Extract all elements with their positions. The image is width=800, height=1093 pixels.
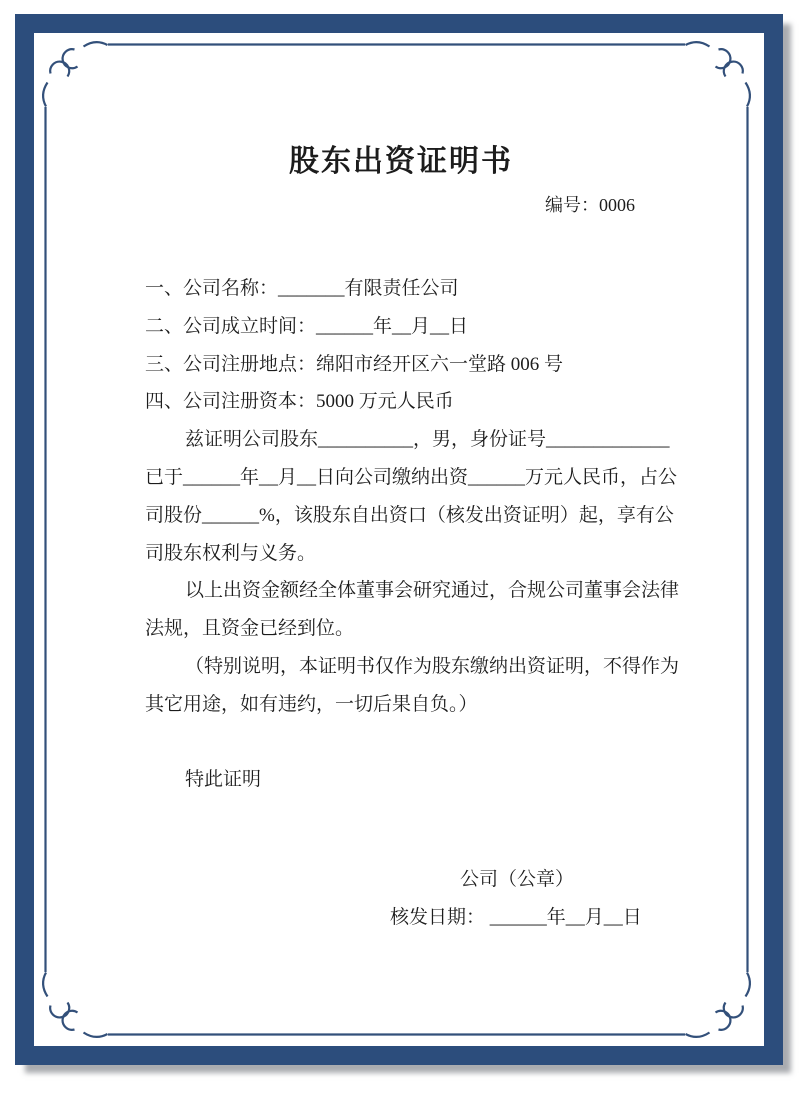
corner-flourish-icon: [686, 973, 750, 1037]
signature-block: [145, 861, 657, 937]
closing-statement: 特此证明: [185, 769, 262, 791]
item-establish-date: 二、公司成立时间：______年__月__日: [145, 315, 469, 337]
resolution-line: 法规，且资金已经到位。: [145, 618, 355, 640]
certificate-content: [145, 14, 680, 937]
special-note-line: 其它用途，如有违约，一切后果自负。）: [145, 693, 478, 715]
special-note-line: （特别说明，本证明书仅作为股东缴纳出资证明，不得作为: [185, 655, 680, 677]
item-registered-capital: 四、公司注册资本：5000 万元人民币: [145, 391, 454, 413]
document-title: 股东出资证明书: [289, 145, 513, 178]
certificate-body: [145, 270, 680, 799]
corner-flourish-icon: [43, 973, 107, 1037]
contribution-line: 兹证明公司股东__________，男，身份证号_____________: [185, 429, 670, 451]
company-seal-line: 公司（公章）: [460, 869, 575, 891]
corner-flourish-icon: [43, 42, 107, 106]
contribution-line: 已于______年__月__日向公司缴纳出资______万元人民币，占公: [145, 466, 678, 488]
corner-flourish-icon: [686, 42, 750, 106]
item-company-name: 一、公司名称：_______有限责任公司: [145, 278, 459, 299]
contribution-line: 司股东权利与义务。: [145, 542, 317, 564]
item-registered-address: 三、公司注册地点：绵阳市经开区六一堂路 006 号: [145, 353, 564, 375]
blank-line: [145, 724, 657, 762]
resolution-line: 以上出资金额经全体董事会研究通过，合规公司董事会法律: [185, 580, 680, 602]
contribution-line: 司股份______%，该股东自出资口（核发出资证明）起，享有公: [145, 504, 674, 526]
document-number: 编号：0006: [545, 195, 635, 215]
issue-date-line: 核发日期： ______年__月__日: [390, 906, 642, 928]
certificate-page: [15, 14, 783, 1065]
